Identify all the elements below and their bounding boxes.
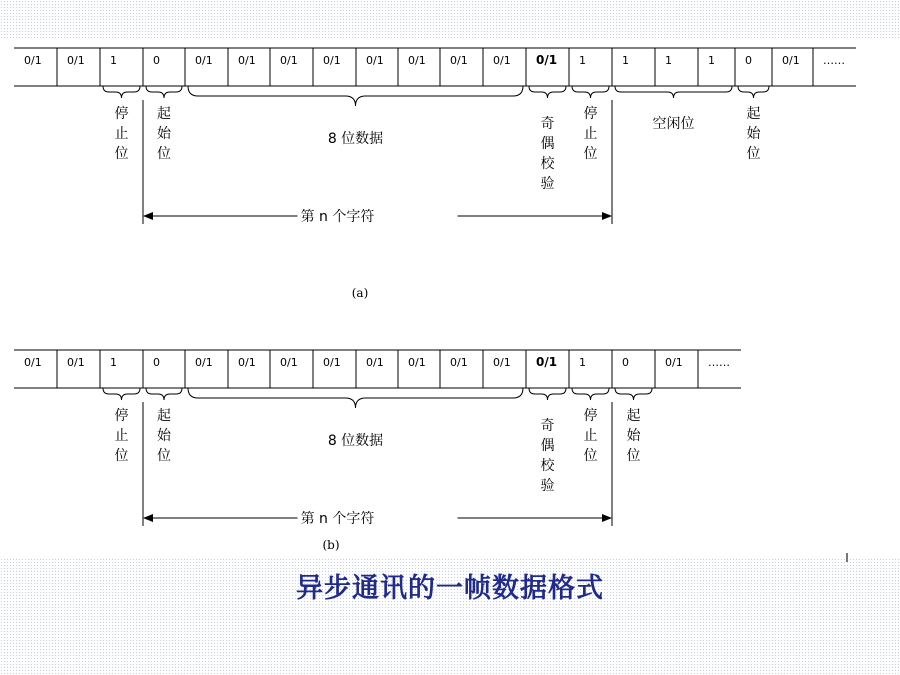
bit-cell-value: 0/1 — [280, 54, 298, 67]
bit-cell-value: 0/1 — [24, 54, 42, 67]
stop-bit-brace — [103, 388, 140, 400]
parity-label: 奇偶校验 — [540, 418, 555, 494]
bit-cell-value: 0/1 — [195, 54, 213, 67]
bit-cell-value: 0/1 — [493, 356, 511, 369]
bit-cell-value: 0/1 — [323, 54, 341, 67]
bit-cell-value: 0/1 — [24, 356, 42, 369]
start-bit-brace — [146, 86, 182, 98]
bit-cell-value: 0/1 — [408, 54, 426, 67]
bit-cell-value: 1 — [110, 54, 117, 67]
bit-cell-value: 0/1 — [408, 356, 426, 369]
divider-tick — [846, 553, 848, 562]
bit-cell-value: 0/1 — [280, 356, 298, 369]
bit-cell-value: 0/1 — [366, 54, 384, 67]
bit-cell-value: 1 — [110, 356, 117, 369]
stop-bit-2-label: 停止位 — [583, 408, 598, 464]
data-bits-label: 8 位数据 — [327, 131, 384, 147]
bit-cell-value: 0/1 — [665, 356, 683, 369]
slide-title: 异步通讯的一帧数据格式 — [296, 573, 604, 604]
stop-bit-2-label: 停止位 — [583, 106, 598, 162]
stop-bit-label: 停止位 — [114, 408, 129, 464]
frame-format-diagram — [0, 40, 900, 557]
bit-cell-value: 0/1 — [67, 54, 85, 67]
char-span-label: 第 n 个字符 — [300, 209, 375, 225]
bit-cell-value: 0 — [745, 54, 752, 67]
bit-cell-value: 0 — [622, 356, 629, 369]
stop-bit-2-brace — [572, 86, 609, 98]
bit-cell-value: 0/1 — [493, 54, 511, 67]
start-bit-2-label: 起始位 — [626, 408, 641, 464]
bit-cell-value: 0/1 — [366, 356, 384, 369]
bit-cell-value: 1 — [708, 54, 715, 67]
bit-cell-value: 0/1 — [536, 53, 558, 67]
start-bit-2-label: 起始位 — [746, 106, 761, 162]
idle-bits-label: 空闲位 — [652, 116, 695, 132]
caption-a: (a) — [351, 286, 369, 300]
bit-cell-value: 0/1 — [782, 54, 800, 67]
start-bit-2-brace — [738, 86, 769, 98]
stop-bit-2-brace — [572, 388, 609, 400]
stop-bit-brace — [103, 86, 140, 98]
bit-cell-value: 0/1 — [238, 356, 256, 369]
bit-cell-value: 1 — [579, 356, 586, 369]
data-bits-brace — [188, 86, 523, 106]
bit-cell-value: 1 — [665, 54, 672, 67]
bit-cell-value: …… — [708, 356, 730, 369]
parity-label: 奇偶校验 — [540, 116, 555, 192]
idle-bits-brace — [615, 86, 732, 98]
bit-cell-value: 0 — [153, 54, 160, 67]
start-bit-label: 起始位 — [157, 408, 171, 464]
bit-cell-value: …… — [823, 54, 845, 67]
figure-panel — [0, 40, 900, 557]
diagram-b — [14, 350, 741, 552]
bit-cell-value: 0/1 — [238, 54, 256, 67]
parity-brace — [529, 388, 566, 400]
bit-cell-value: 1 — [579, 54, 586, 67]
bit-cell-value: 0 — [153, 356, 160, 369]
caption-b: (b) — [322, 538, 340, 552]
char-span-label: 第 n 个字符 — [300, 511, 375, 527]
start-bit-2-brace — [615, 388, 652, 400]
parity-brace — [529, 86, 566, 98]
data-bits-label: 8 位数据 — [327, 433, 384, 449]
bit-cell-value: 0/1 — [536, 355, 558, 369]
stop-bit-label: 停止位 — [114, 106, 129, 162]
slide-background — [0, 0, 900, 40]
start-bit-brace — [146, 388, 182, 400]
bit-cell-value: 1 — [622, 54, 629, 67]
bit-cell-value: 0/1 — [323, 356, 341, 369]
bit-cell-value: 0/1 — [450, 356, 468, 369]
data-bits-brace — [188, 388, 523, 408]
diagram-a — [14, 48, 856, 300]
bit-cell-value: 0/1 — [67, 356, 85, 369]
bit-cell-value: 0/1 — [450, 54, 468, 67]
start-bit-label: 起始位 — [157, 106, 171, 162]
bit-cell-value: 0/1 — [195, 356, 213, 369]
